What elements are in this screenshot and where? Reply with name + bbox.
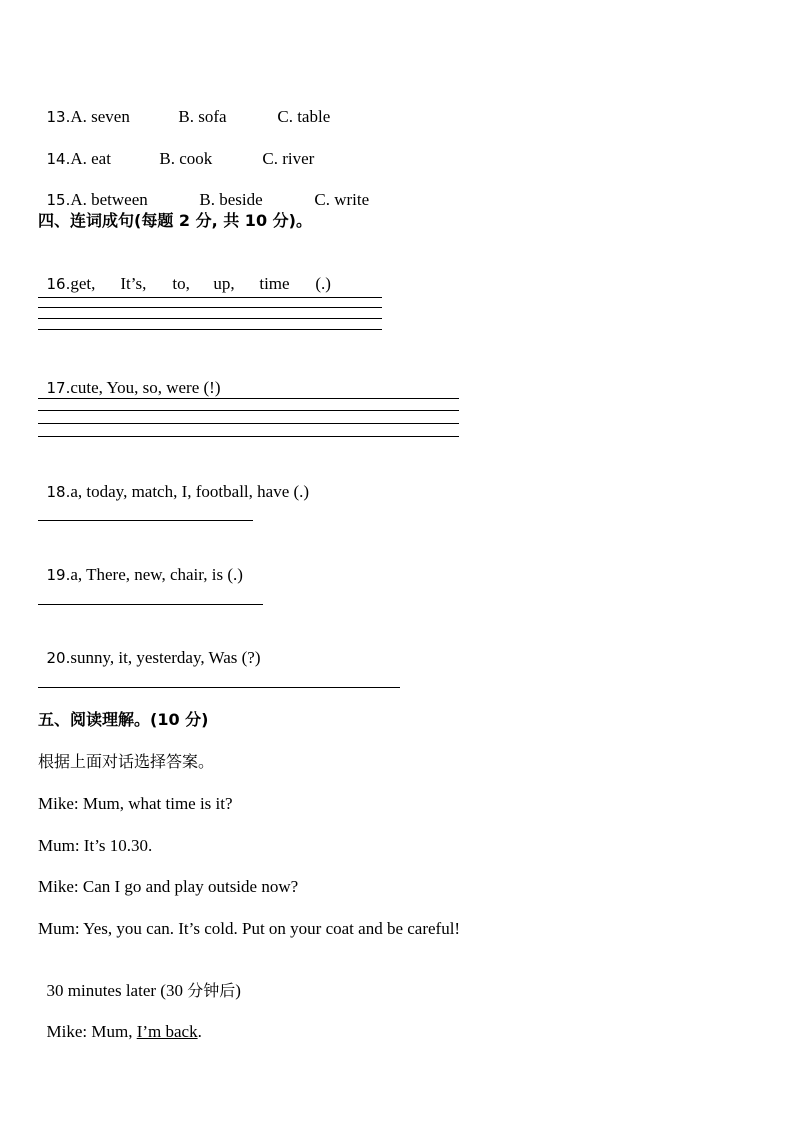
section-5-heading: 五、阅读理解。(10 分): [38, 710, 209, 729]
answer-line[interactable]: [38, 520, 253, 521]
dialogue-line-4: Mum: Yes, you can. It’s cold. Put on your coat and be careful!: [38, 919, 461, 938]
question-words: cute, You, so, were (!): [70, 378, 221, 397]
answer-line[interactable]: [38, 423, 459, 424]
option-a: A. seven: [70, 107, 130, 126]
option-b: B. beside: [199, 190, 263, 209]
dialogue-line-2: Mum: It’s 10.30.: [38, 836, 153, 855]
section-5-instruction: 根据上面对话选择答案。: [38, 752, 215, 771]
question-15: [38, 170, 369, 210]
question-number: 15.: [46, 191, 71, 209]
question-number: 17.: [46, 379, 71, 397]
question-20: [38, 628, 261, 668]
time-note-end: ): [235, 981, 241, 1000]
question-number: 16.: [46, 275, 71, 293]
period: .: [197, 1022, 202, 1041]
word: get,: [70, 274, 96, 293]
underlined-phrase: I’m back: [136, 1022, 198, 1041]
answer-line[interactable]: [38, 329, 382, 330]
question-14: [38, 129, 314, 169]
answer-line[interactable]: [38, 307, 382, 308]
question-number: 14.: [46, 150, 71, 168]
dialogue-line-6: [38, 1002, 202, 1042]
word: It’s,: [120, 274, 147, 293]
answer-line[interactable]: [38, 297, 382, 298]
question-number: 13.: [46, 108, 71, 126]
time-note-en: 30 minutes later (30: [46, 981, 188, 1000]
answer-line[interactable]: [38, 687, 400, 688]
question-number: 19.: [46, 566, 71, 584]
dialogue-line-1: Mike: Mum, what time is it?: [38, 794, 233, 813]
word: time: [259, 274, 290, 293]
option-c: C. river: [262, 149, 315, 168]
option-a: A. between: [70, 190, 148, 209]
word: (.): [315, 274, 331, 293]
question-number: 20.: [46, 649, 71, 667]
option-c: C. table: [277, 107, 331, 126]
question-17: [38, 358, 221, 398]
question-number: 18.: [46, 483, 71, 501]
question-18: [38, 462, 309, 502]
word: up,: [213, 274, 235, 293]
answer-line[interactable]: [38, 410, 459, 411]
option-b: B. sofa: [178, 107, 227, 126]
question-13: [38, 87, 330, 127]
question-16: [38, 254, 331, 294]
speaker-text: Mike: Mum,: [46, 1022, 137, 1041]
answer-line[interactable]: [38, 398, 459, 399]
answer-line[interactable]: [38, 318, 382, 319]
answer-line[interactable]: [38, 604, 263, 605]
section-4-heading: 四、连词成句(每题 2 分, 共 10 分)。: [38, 211, 312, 230]
question-words: a, today, match, I, football, have (.): [70, 482, 310, 501]
question-words: sunny, it, yesterday, Was (?): [70, 648, 261, 667]
option-c: C. write: [314, 190, 370, 209]
dialogue-line-5: [38, 961, 241, 1001]
word: to,: [172, 274, 190, 293]
dialogue-line-3: Mike: Can I go and play outside now?: [38, 877, 299, 896]
answer-line[interactable]: [38, 436, 459, 437]
option-b: B. cook: [159, 149, 213, 168]
option-a: A. eat: [70, 149, 111, 168]
question-words: a, There, new, chair, is (.): [70, 565, 243, 584]
time-note-cn: 分钟后: [187, 981, 236, 1000]
question-19: [38, 545, 243, 585]
